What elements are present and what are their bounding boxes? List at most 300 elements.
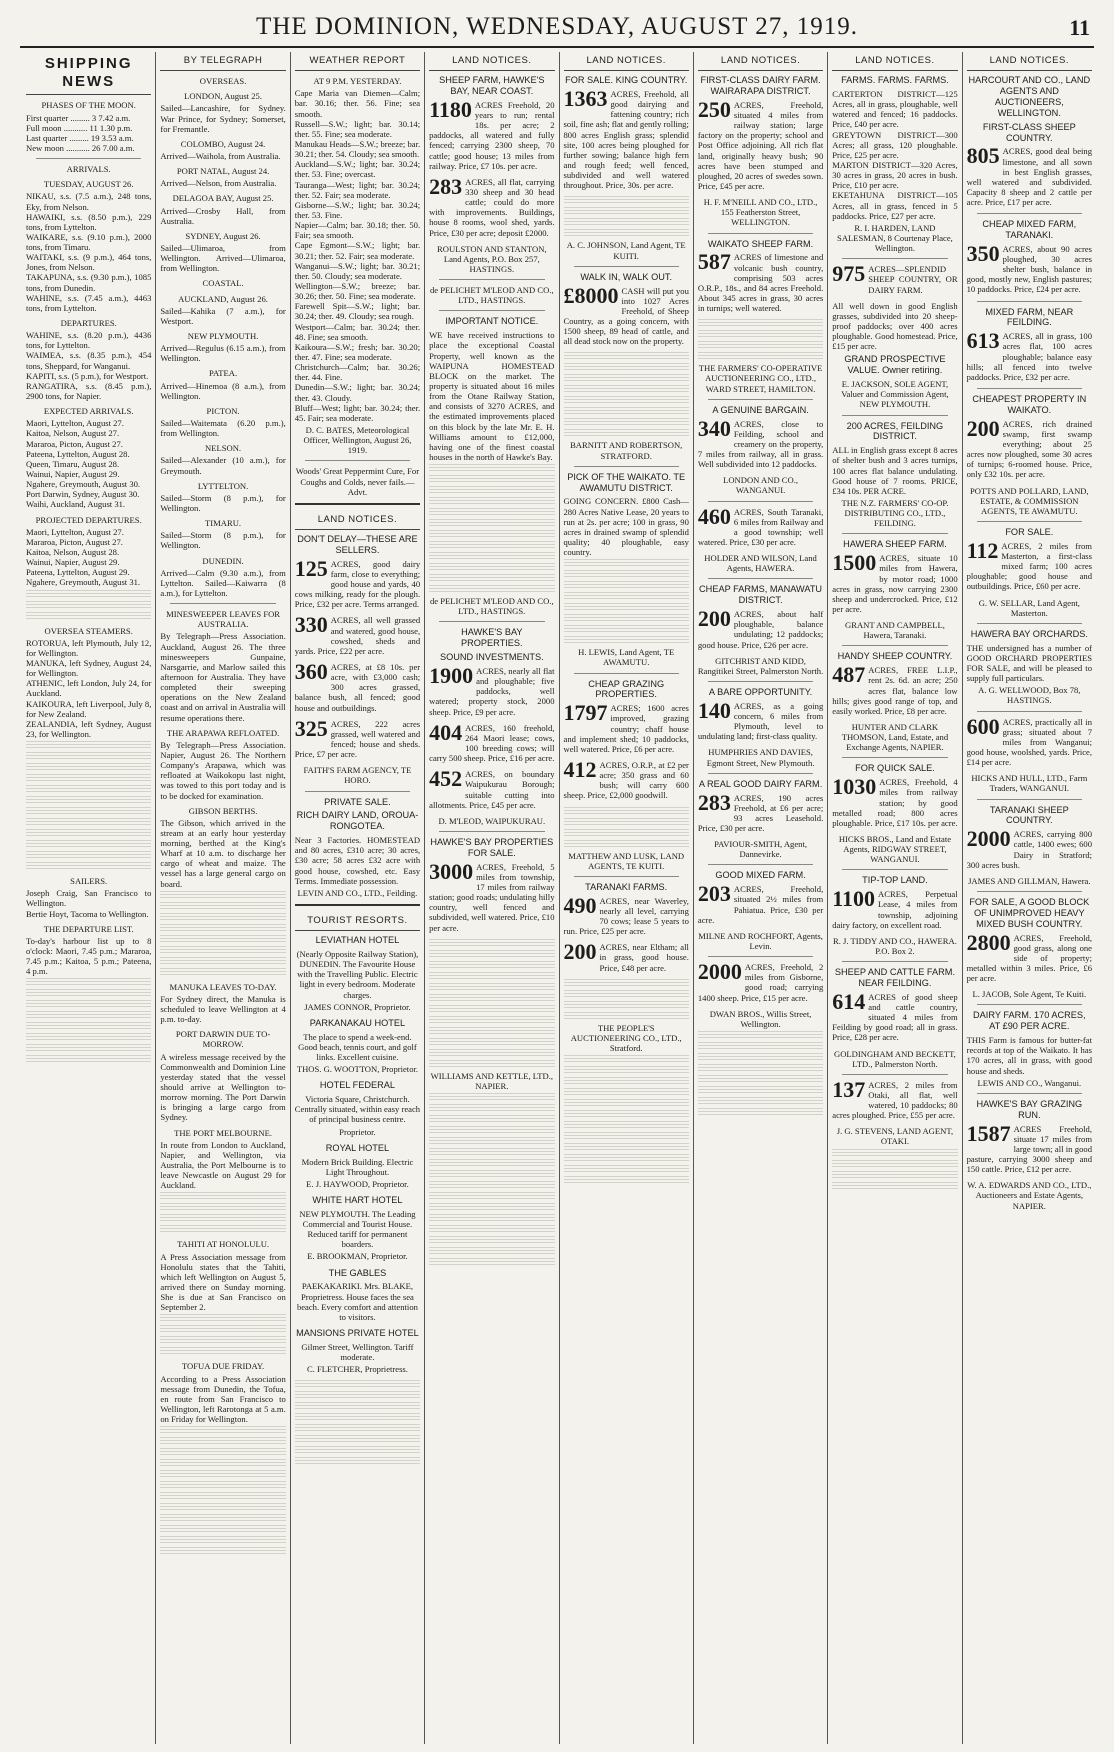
acreage-lead: 2800 [966, 929, 1011, 955]
acreage-lead: 1100 [832, 886, 876, 912]
ad-listing [832, 988, 958, 1043]
ad-signature: GITCHRIST AND KIDD, Rangitikei Street, Palmerston North. [697, 655, 824, 676]
weather-report: Auckland—S.W.; light; bar. 30.24; ther. 53. Fine; overcast. [294, 159, 421, 180]
ad-text: THIS Farm is famous for butter-fat records at top of the Waikato. It has 170 acres, all in grass, with good house and sheds. [966, 1035, 1092, 1076]
coastal-place: DUNEDIN. [202, 555, 244, 566]
acreage-lead: 460 [697, 503, 731, 529]
ad-title: MIXED FARM, NEAR FEILDING. [985, 306, 1074, 328]
ad-listing [832, 774, 958, 828]
ad-text: ACRES, close to Feilding, school and creamery on the property, 7 miles from railway, all in grass. Well subdivided into 12 paddocks. [697, 418, 824, 470]
ad-listing [966, 929, 1092, 984]
hotel-ad [295, 1143, 420, 1189]
column-shipping-news [22, 52, 156, 1744]
acreage-lead: 283 [697, 789, 731, 815]
weather-report: Russell—S.W.; light; bar. 30.14; ther. 55. Fine; sea moderate. [294, 118, 421, 139]
ad-title: PICK OF THE WAIKATO. TE AWAMUTU DISTRICT. [567, 471, 686, 493]
hotel-text: NEW PLYMOUTH. The Leading Commercial and Tourist House. Reduced tariff for permanent boarders. [299, 1208, 416, 1250]
story-title: TOFUA DUE FRIDAY. [181, 1361, 265, 1372]
departure-entry: RANGATIRA, s.s. (8.45 p.m.), 2900 tons, for Napier. [26, 380, 152, 402]
projected-departures-title: PROJECTED DEPARTURES. [35, 514, 142, 525]
ad-title: CHEAP MIXED FARM, TARANAKI. [982, 219, 1077, 241]
ad-title: WALK IN, WALK OUT. [580, 271, 673, 282]
ad-listing [429, 719, 555, 764]
land-notices-heading: LAND NOTICES. [832, 52, 957, 71]
ad-signature: L. JACOB, Sole Agent, Te Kuiti. [972, 989, 1087, 1000]
acreage-lead: 200 [563, 939, 597, 965]
coastal-item: Sailed—Storm (8 p.m.), for Wellington. [160, 492, 286, 513]
ad-title: A BARE OPPORTUNITY. [708, 686, 813, 697]
ad-signature: H. F. M'NEILL AND CO., LTD., 155 Featherston Street, WELLINGTON. [703, 197, 818, 228]
ad-signature: GRANT AND CAMPBELL, Hawera, Taranaki. [845, 620, 945, 641]
weather-report: Gisborne—S.W.; light; bar. 30.24; ther. 53. Fine. [294, 199, 421, 221]
hotel-ad [295, 1328, 420, 1374]
story-title: THE PORT MELBOURNE. [174, 1127, 273, 1138]
land-notices-heading: LAND NOTICES. [698, 52, 823, 71]
ad-text: Near 3 Factories. HOMESTEAD and 80 acres, £310 acre; 30 acres, £30 acre; 58 acres £32 acre with good house, cowshed, etc. Easy Terms. Immediate possession. [294, 835, 421, 886]
acreage-lead: 600 [966, 713, 1000, 739]
sailer-entry: Joseph Craig, San Francisco to Wellington. [26, 888, 152, 909]
ad-text: ACRES Freehold, 20 years to run; rental 18s. per acre; 2 paddocks, all watered and fully fenced; carrying 2300 sheep, 70 cattle; good house; 13 miles from railway. Price, £7 10s. per acre. [429, 99, 555, 171]
hotel-proprietor: JAMES CONNOR, Proprietor. [304, 1001, 411, 1012]
weather-report: Kaikoura—S.W.; fresh; bar. 30.20; ther. 47. Fine; sea moderate. [294, 341, 421, 362]
ad-title: TARANAKI FARMS. [585, 881, 668, 892]
column-land-notices-3 [560, 52, 694, 1744]
acreage-lead: 1500 [832, 550, 877, 576]
oversea-steamers-title: OVERSEA STEAMERS. [44, 625, 133, 636]
expected-arrival-entry: Queen, Timaru, August 28. [26, 458, 120, 469]
hotel-text: PAEKAKARIKI. Mrs. BLAKE, Proprietress. House faces the sea beach. Every comfort and attention to visitors. [296, 1281, 418, 1322]
ad-listing [563, 86, 689, 191]
ad-listing [832, 550, 958, 614]
ad-text: ACRES, O.R.P., at £2 per acre; 350 grass and 60 bush; will carry 600 sheep. Price, £2,000 goodwill. [563, 760, 689, 801]
expected-arrival-entry: Kaitoa, Nelson, August 27. [26, 428, 120, 439]
story-text: By Telegraph—Press Association. Auckland, August 26. The three minesweepers Gunpaine, Narsgarrie, and Marlow sailed this afternoon for Australia. They have completed their sweeping operations on the New Zealand coast and on arrival in Australia will resume operations there. [160, 631, 286, 723]
ad-signature: LONDON AND CO., WANGANUI. [723, 475, 799, 496]
ad-text: ACRES, 160 freehold, 264 Maori lease; cows, 100 breeding cows; will carry 500 sheep. Price, £16 per acre. [429, 722, 555, 764]
ad-signature: de PELICHET M'LEOD AND CO., LTD., HASTINGS. [430, 596, 554, 617]
ad-text: ACRES, 190 acres Freehold, at £6 per acre; 93 acres Leasehold. Price, £30 per acre. [697, 792, 824, 833]
coastal-item: Arrived—Regulus (6.15 a.m.), from Wellington. [160, 343, 286, 364]
ad-signature: POTTS AND POLLARD, LAND, ESTATE, & COMMISSION AGENTS, TE AWAMUTU. [969, 485, 1089, 516]
coastal-place: NEW PLYMOUTH. [187, 331, 259, 342]
weather-report: Manukau Heads—S.W.; breeze; bar. 30.21; ther. 54. Cloudy; sea smooth. [294, 139, 421, 160]
acreage-lead: 340 [697, 415, 731, 441]
hotel-ad [295, 935, 420, 1012]
acreage-lead: 200 [697, 606, 731, 632]
moon-phase-line: New moon ........... 26 7.00 a.m. [26, 142, 135, 153]
ad-title: TARANAKI SHEEP COUNTRY. [989, 804, 1069, 826]
moon-phases-list [26, 113, 151, 154]
telegraph-place: DELAGOA BAY, August 25. [172, 193, 274, 204]
ad-listing [966, 143, 1092, 208]
ad-signature: LEVIN AND CO., LTD., Feilding. [297, 887, 418, 898]
ad-listing [294, 659, 421, 713]
acreage-lead: 1797 [563, 700, 608, 726]
ad-listing [966, 415, 1092, 480]
coastal-place: TIMARU. [205, 518, 242, 529]
projected-departure-entry: Wainui, Napier, August 29. [26, 557, 120, 568]
ad-text: ACRES, 2 miles from Otaki, all flat, well watered, 10 paddocks; 80 acres ploughed. Price, £55 per acre. [832, 1079, 958, 1121]
peppermint-cure-ad: Woods' Great Peppermint Cure, For Coughs and Colds, never fails.—Advt. [295, 466, 420, 497]
weather-report: Dunedin—S.W.; light; bar. 30.24; ther. 43. Cloudy. [294, 382, 421, 403]
ad-title: FIRST-CLASS DAIRY FARM. WAIRARAPA DISTRICT. [700, 75, 821, 97]
ad-title: HAWERA SHEEP FARM. [843, 539, 947, 550]
projected-departure-entry: Kaitoa, Nelson, August 28. [26, 547, 120, 557]
ad-title: A GENUINE BARGAIN. [712, 404, 809, 415]
acreage-lead: 452 [429, 766, 463, 792]
ad-signature: A. G. WELLWOOD, Box 78, HASTINGS. [978, 685, 1081, 706]
ad-text: ACRES, practically all in grass; situated about 7 miles from Wanganui; good house, woolshed, yards. Price, £14 per acre. [966, 716, 1092, 768]
ad-listing [966, 826, 1092, 870]
projected-departure-entry: Maori, Lyttelton, August 27. [26, 526, 124, 537]
ad-signature: J. G. STEVENS, LAND AGENT, OTAKI. [836, 1126, 954, 1147]
ad-text: THE undersigned has a number of GOOD ORCHARD PROPERTIES FOR SALE, and will be pleased to supply full particulars. [966, 642, 1092, 684]
ad-signature: G. W. SELLAR, Land Agent, Masterton. [978, 597, 1080, 618]
ad-signature: H. LEWIS, Land Agent, TE AWAMUTU. [578, 647, 675, 668]
masthead-title: THE DOMINION, WEDNESDAY, AUGUST 27, 1919. [256, 13, 858, 40]
shipping-news-heading: SHIPPING NEWS [26, 52, 151, 95]
ad-listing [563, 282, 689, 347]
ad-listing [697, 503, 824, 548]
ad-listing [697, 959, 824, 1003]
ad-title: HAWKE'S BAY GRAZING RUN. [976, 1098, 1083, 1120]
hotel-name: ROYAL HOTEL [325, 1142, 390, 1153]
ad-text: ACRES; 1600 acres improved, grazing country; chaff house and implement shed; 10 paddocks, well watered. Price, £6 per acre. [563, 703, 689, 754]
acreage-lead: 3000 [429, 858, 474, 884]
ad-listing [294, 715, 421, 760]
hotel-text: (Nearly Opposite Railway Station), DUNEDIN. The Favourite House with the Travelling Public. Electric light in every bedroom. Moderate charges. [296, 949, 419, 1000]
ad-listing [697, 96, 824, 192]
ad-text: EKETAHUNA DISTRICT—105 Acres, all in grass, fenced in 5 paddocks. Price, £27 per acre. [832, 190, 958, 221]
story-title: MINESWEEPER LEAVES FOR AUSTRALIA. [166, 609, 281, 630]
weather-report: Wanganui—S.W.; light; bar. 30.21; ther. 50. Cloudy; sea moderate. [294, 260, 421, 281]
land-notices-heading: LAND NOTICES. [295, 511, 420, 530]
oversea-steamer-entry: KAIKOURA, left Liverpool, July 8, for New Zealand. [26, 698, 152, 719]
hotel-ad [295, 1018, 420, 1074]
acreage-lead: 360 [294, 659, 328, 685]
ad-text: ACRES, all in grass, 100 acres flat, 100 acres ploughable; balance easy hills; all fenced into twelve paddocks. Price, £32 per acre. [966, 331, 1092, 382]
ad-title: PRIVATE SALE. [324, 796, 391, 807]
ad-text: ACRES, South Taranaki, 6 miles from Railway and a good township; well watered. Price, £30 per acre. [697, 506, 824, 547]
weather-report: Christchurch—Calm; bar. 30.26; ther. 44. Fine. [294, 362, 421, 383]
ad-title: HAWERA BAY ORCHARDS. [970, 628, 1088, 639]
ad-signature: de PELICHET M'LEOD AND CO., LTD., HASTINGS. [430, 285, 554, 306]
ad-listing [832, 662, 958, 716]
ad-subtitle: SOUND INVESTMENTS. [440, 652, 544, 663]
weather-report: Napier—Calm; bar. 30.18; ther. 50. Fair; sea smooth. [294, 220, 421, 241]
acreage-lead: 2000 [966, 826, 1011, 852]
ad-listing [832, 1076, 958, 1121]
story-text: A Press Association message from Honolulu states that the Tahiti, which left Wellington on August 5, arrived there on Sunday morning. She is due at San Francisco on September 2. [160, 1251, 286, 1313]
ad-title: SHEEP AND CATTLE FARM. NEAR FEILDING. [834, 967, 956, 988]
ad-text: ACRES, carrying 800 cattle, 1400 ewes; 600 Dairy in Stratford; 300 acres bush. [966, 829, 1092, 870]
hotel-proprietor: E. J. HAYWOOD, Proprietor. [306, 1178, 409, 1189]
weather-heading: WEATHER REPORT [295, 52, 420, 71]
hotel-proprietor: Proprietor. [339, 1126, 376, 1137]
ad-text: ACRES, at £8 10s. per acre, with £3,000 cash; 300 acres grassed, balance bush, all fenced; good house and outbuildings. [294, 662, 421, 713]
ad-listing [966, 1120, 1092, 1175]
ad-listing [429, 766, 555, 810]
telegraph-place: SYDNEY, August 26. [185, 230, 261, 241]
ad-title: FARMS. FARMS. FARMS. [841, 75, 949, 86]
ad-listing [697, 881, 824, 925]
oversea-steamer-entry: ATHENIC, left London, July 24, for Auckland. [26, 678, 152, 699]
hotel-proprietor: E. BROOKMAN, Proprietor. [307, 1251, 408, 1262]
departure-entry: KAPITI, s.s. (5 p.m.), for Westport. [26, 370, 149, 381]
ad-title: CHEAPEST PROPERTY IN WAIKATO. [972, 394, 1087, 415]
hotel-name: LEVIATHAN HOTEL [315, 935, 400, 946]
ad-text: ACRES, Freehold, 2 miles from Gisborne, good road; carrying 1400 sheep. Price, £15 per acre. [697, 962, 824, 1003]
acreage-lead: 805 [966, 143, 1000, 169]
arrival-entry: NIKAU, s.s. (7.5 a.m.), 248 tons, Eky, from Nelson. [26, 191, 152, 212]
ad-title: DAIRY FARM. 170 ACRES, AT £90 PER ACRE. [973, 1010, 1086, 1032]
ad-text: ACRES, Perpetual Lease, 4 miles from township, adjoining dairy factory, on excellent road. [832, 889, 958, 930]
expected-arrival-entry: Pateena, Lyttelton, August 28. [26, 448, 130, 459]
ad-signature: GOLDINGHAM AND BECKETT, LTD., Palmerston North. [834, 1048, 956, 1069]
ad-text: ACRES, on boundary Waipukurau Borough; suitable cutting into allotments. Price, £45 per acre. [429, 769, 555, 810]
expected-arrival-entry: Mararoa, Picton, August 27. [26, 438, 123, 449]
coastal-place: PATEA. [209, 368, 238, 379]
page-number: 11 [1069, 15, 1090, 40]
expected-arrivals-title: EXPECTED ARRIVALS. [43, 406, 134, 417]
ad-title: HANDY SHEEP COUNTRY. [837, 651, 953, 662]
ad-signature: PAVIOUR-SMITH, Agent, Dannevirke. [714, 839, 807, 860]
coastal-item: Sailed—Alexander (10 a.m.), for Greymouth. [160, 455, 286, 476]
ad-signature: D. M'LEOD, WAIPUKURAU. [438, 815, 546, 826]
ad-listing [429, 663, 555, 717]
weather-report: Bluff—West; light; bar. 30.24; ther. 45. Fair; sea moderate. [294, 402, 421, 423]
column-land-notices-2 [425, 52, 559, 1744]
hotel-name: MANSIONS PRIVATE HOTEL [296, 1328, 419, 1338]
departure-entry: WAHINE, s.s. (8.20 p.m.), 4436 tons, for Lyttelton. [26, 330, 152, 351]
hotel-text: The place to spend a week-end. Good beach, tennis court, and golf links. Excellent cuisine. [298, 1031, 417, 1063]
ad-listing [832, 261, 958, 295]
story-text: For Sydney direct, the Manuka is scheduled to leave Wellington at 4 p.m. to-day. [160, 993, 286, 1025]
acreage-lead: 404 [429, 719, 463, 745]
expected-arrival-entry: Waihi, Auckland, August 31. [26, 499, 126, 510]
ad-title: DON'T DELAY—THESE ARE SELLERS. [297, 534, 418, 555]
land-notices-heading: LAND NOTICES. [429, 52, 554, 71]
ad-title: CHEAP FARMS, MANAWATU DISTRICT. [699, 584, 823, 606]
story-title: GIBSON BERTHS. [188, 805, 258, 816]
ad-text: WE have received instructions to place the exceptional Coastal Property, well known as the WAIPUNA HOMESTEAD BLOCK on the market. The property is situated about 16 miles from the Otane Railway Station, and consists of 3270 ACRES, and the estimated improvements placed on this block by the late Mr. E. H. Williams amount to £12,000, having one of the finest coastal houses in the north of Hawke's Bay. [429, 330, 555, 462]
story-title: MANUKA LEAVES TO-DAY. [169, 981, 277, 992]
arrivals-title: ARRIVALS. [66, 164, 111, 175]
ad-listing [563, 939, 689, 973]
weather-report: Farewell Spit—S.W.; light; bar. 30.24; ther. 49. Cloudy; sea rough. [294, 301, 421, 322]
ad-listing [563, 700, 689, 754]
ad-listing [563, 892, 689, 937]
hotel-ad [295, 1268, 420, 1322]
ad-listing [429, 858, 555, 933]
hotel-text: Victoria Square, Christchurch. Centrally situated, within easy reach of principal business centre. [294, 1094, 421, 1125]
ad-text: ACRES, good dairy farm, close to everything; good house and yards, 40 cows milking, ready for the plough. Price, £32 per acre. Terms arranged. [294, 558, 421, 610]
ad-listing [697, 249, 824, 314]
sailer-entry: Bertie Hoyt, Tacoma to Wellington. [26, 908, 149, 919]
sailers-title: SAILERS. [70, 876, 108, 887]
ad-title: HAWKE'S BAY PROPERTIES. [461, 627, 523, 649]
hotel-proprietor: THOS. G. WOOTTON, Proprietor. [296, 1064, 419, 1075]
ad-title: FOR SALE. KING COUNTRY. [565, 75, 688, 86]
expected-arrival-entry: Port Darwin, Sydney, August 30. [26, 489, 140, 500]
acreage-lead: 587 [697, 249, 731, 275]
ad-signature: THE PEOPLE'S AUCTIONEERING CO., LTD., Stratford. [570, 1022, 682, 1053]
coastal-item: Sailed—Storm (8 p.m.), for Wellington. [160, 530, 286, 551]
oversea-steamer-entry: MANUKA, left Sydney, August 24, for Wellington. [26, 657, 152, 679]
acreage-lead: 412 [563, 757, 597, 782]
land-notices-heading: LAND NOTICES. [564, 52, 689, 71]
ad-text: ALL in English grass except 8 acres of shelter bush and 3 acres turnips, 100 acres flat balance undulating. Good house of 7 rooms. PRICE, £34 10s. PER ACRE. [832, 445, 958, 496]
ad-text: ACRES, Freehold, situated 2½ miles from Pahiatua. Price, £30 per acre. [697, 884, 824, 925]
acreage-lead: 975 [832, 261, 866, 287]
ad-text: GOING CONCERN. £800 Cash—280 Acres Native Lease, 20 years to run at 2s. per acre; 100 in grass, 90 acres in drained swamp of splendid quality; 40 ploughable, easy country. [563, 496, 689, 558]
arrival-entry: TAKAPUNA, s.s. (9.30 p.m.), 1085 tons, from Dunedin. [26, 272, 152, 293]
ad-text: ACRES, about half ploughable, balance undulating; 12 paddocks; good house. Price, £26 per acre. [697, 609, 824, 650]
ad-signature: HUMPHRIES AND DAVIES, Egmont Street, New Plymouth. [706, 747, 815, 768]
ad-subtitle: GRAND PROSPECTIVE VALUE. Owner retiring. [844, 354, 946, 376]
telegraph-item: Sailed—Ulimaroa, from Wellington. Arrived—Ulimaroa, from Wellington. [160, 243, 286, 274]
telegraph-overseas-title: OVERSEAS. [199, 76, 247, 87]
story-title: THE ARAPAWA REFLOATED. [166, 727, 280, 738]
telegraph-place: PORT NATAL, August 24. [176, 166, 270, 177]
ad-listing [429, 173, 555, 238]
ad-text: CASH will put you into 1027 Acres Freehold, of Sheep Country, as a going concern, with 1500 sheep, 89 head of cattle, and all dead stock now on the property. [563, 285, 689, 347]
telegraph-place: COLOMBO, August 24. [180, 138, 266, 149]
ad-signature: W. A. EDWARDS AND CO., LTD., Auctioneers and Estate Agents, NAPIER. [967, 1180, 1092, 1211]
story-text: According to a Press Association message from Dunedin, the Tofua, en route from San Francisco to Wellington, left Rarotonga at 5 a.m. on Friday for Wellington. [160, 1373, 286, 1425]
ad-listing [966, 328, 1092, 382]
column-land-notices-6 [963, 52, 1096, 1744]
telegraph-item: Arrived—Nelson, from Australia. [160, 178, 277, 189]
ad-text: CARTERTON DISTRICT—125 Acres, all in grass, ploughable, well watered and fenced; 16 paddocks. Price, £40 per acre. [832, 89, 958, 130]
ad-title: FOR QUICK SALE. [855, 763, 935, 774]
acreage-lead: 614 [832, 988, 866, 1014]
tourist-resorts-heading: TOURIST RESORTS. [295, 912, 420, 931]
ad-signature: DWAN BROS., Willis Street, Wellington. [709, 1008, 812, 1029]
ad-text: ACRES Freehold, situate 17 miles from large town; all in good pasture, carrying 3000 sheep and 150 cattle. Price, £12 per acre. [966, 1123, 1092, 1175]
ad-signature: R. I. HARDEN, LAND SALESMAN, 8 Courtenay Place, Wellington. [837, 222, 953, 254]
ad-text: ACRES of good sheep and cattle country, situated 4 miles from Feilding by good road; all in grass. Price, £28 per acre. [832, 991, 958, 1043]
ad-text: GREYTOWN DISTRICT—300 Acres; all grass, 120 ploughable. Price, £25 per acre. [832, 129, 958, 160]
moon-phase-line: Full moon ........... 11 1.30 p.m. [26, 122, 133, 133]
ad-signature: A. C. JOHNSON, Land Agent, TE KUITI. [566, 240, 686, 261]
price-lead: £8000 [563, 282, 619, 308]
story-text: The Gibson, which arrived in the stream at an early hour yesterday morning, berthed at the King's Wharf at 10 a.m. to discharge her cargo of wheat and maize. The vessel has a large general cargo on board. [160, 817, 286, 889]
ad-text: ACRES, 2 miles from Masterton, a first-class mixed farm; 100 acres ploughable; good house and outbuildings. Price, £60 per acre. [966, 540, 1092, 592]
column-weather-land [291, 52, 425, 1744]
ad-signature: FAITH'S FARM AGENCY, TE HORO. [303, 765, 412, 786]
ad-title: IMPORTANT NOTICE. [445, 316, 539, 327]
weather-sign: D. C. BATES, Meteorological Officer, Wellington, August 26, 1919. [303, 424, 412, 456]
ad-text: ACRES, as a going concern, 6 miles from Plymouth, level to undulating land; first-class quality. [697, 700, 824, 742]
coastal-item: Sailed—Waitemata (6.20 p.m.), from Wellington. [160, 418, 286, 439]
ad-signature: R. J. TIDDY AND CO., HAWERA. P.O. Box 2. [832, 935, 957, 956]
telegraph-item: Sailed—Lancashire, for Sydney. War Prince, for Sydney; Somerset, for Fremantle. [160, 103, 286, 134]
expected-arrival-entry: Maori, Lyttelton, August 27. [26, 418, 124, 429]
ad-signature: HICKS AND HULL, LTD., Farm Traders, WANGANUI. [971, 773, 1088, 794]
telegraph-place: LONDON, August 25. [184, 91, 262, 102]
acreage-lead: 250 [697, 96, 731, 122]
hotel-text: Modern Brick Building. Electric Light Throughout. [301, 1156, 414, 1177]
ad-title: FOR SALE. [1005, 527, 1054, 538]
story-text: By Telegraph—Press Association. Napier, August 26. The Northern Company's Arapawa, which was refloated at Waikokopu last night, was towed to this port today and is to be docked for examination. [160, 739, 286, 801]
coastal-item: Arrived—Hinemoa (8 a.m.), from Wellington. [160, 380, 286, 401]
acreage-lead: 613 [966, 328, 1000, 354]
projected-departure-entry: Ngahere, Greymouth, August 31. [26, 577, 141, 588]
ad-signature: BARNITT AND ROBERTSON, STRATFORD. [570, 440, 683, 461]
acreage-lead: 125 [294, 555, 328, 581]
hotel-ad [295, 1080, 420, 1136]
masthead [20, 6, 1094, 48]
acreage-lead: 112 [966, 537, 999, 563]
moon-phase-line: First quarter ......... 3 7.42 a.m. [26, 112, 131, 123]
departure-entry: WAIMEA, s.s. (8.35 p.m.), 454 tons, Sheppard, for Wanganui. [26, 350, 152, 371]
ad-listing [832, 886, 958, 930]
column-telegraph [156, 52, 290, 1744]
expected-arrival-entry: Wainui, Napier, August 29. [26, 469, 120, 480]
acreage-lead: 1587 [966, 1120, 1011, 1146]
ad-text: ACRES, situate 10 miles from Hawera, by motor road; 1000 acres in grass, now carrying 2300 sheep and undercrocked. Price, £12 per acre. [832, 553, 958, 614]
ad-text: ACRES, Freehold, good grass, along one side of property; metalled within 3 miles. Price, £6 per acre. [966, 932, 1092, 984]
coastal-item: Arrived—Calm (9.30 a.m.), from Lyttelton. Sailed—Kaiwarra (8 a.m.), for Lyttelton. [160, 567, 286, 598]
ad-title: WAIKATO SHEEP FARM. [707, 238, 814, 249]
ad-listing [966, 713, 1092, 768]
ad-signature: HOLDER AND WILSON, Land Agents, HAWERA. [704, 553, 817, 574]
acreage-lead: 283 [429, 173, 463, 199]
ad-title: A REAL GOOD DAIRY FARM. [698, 778, 823, 789]
hotel-name: THE GABLES [328, 1267, 387, 1278]
weather-report: Cape Maria van Diemen—Calm; bar. 30.16; ther. 56. Fine; sea smooth. [294, 88, 421, 119]
ad-text: All well down in good English grasses, subdivided into 20 sheep-proof paddocks; over 400 acres ploughable. Good homestead. Price, £15 per acre. [832, 300, 958, 352]
acreage-lead: 203 [697, 881, 731, 907]
ad-title: FOR SALE, A GOOD BLOCK OF UNIMPROVED HEAVY MIXED BUSH COUNTRY. [969, 896, 1090, 929]
ad-signature: THE N.Z. FARMERS' CO-OP. DISTRIBUTING CO., LTD., FEILDING. [841, 498, 949, 529]
land-notices-heading: LAND NOTICES. [967, 52, 1092, 71]
hotel-name: PARKANAKAU HOTEL [309, 1017, 406, 1028]
column-grid [22, 52, 1096, 1744]
ad-text: ACRES, good deal being limestone, and all sown in best English grasses, well watered and subdivided. Capacity 8 sheep and 2 cattle per acre. Price, £17 per acre. [966, 146, 1092, 208]
telegraph-item: Arrived—Waihola, from Australia. [160, 151, 281, 162]
acreage-lead: 137 [832, 1076, 866, 1102]
ad-text: ACRES, all well grassed and watered, good house, cowshed, sheds and yards. Price, £22 per acre. [294, 615, 421, 656]
story-title: PORT DARWIN DUE TO-MORROW. [175, 1029, 271, 1050]
column-land-notices-5 [828, 52, 962, 1744]
coastal-item: Sailed—Kahika (7 a.m.), for Westport. [160, 305, 286, 326]
ad-title: CHEAP GRAZING PROPERTIES. [588, 678, 665, 700]
ad-signature: MATTHEW AND LUSK, LAND AGENTS, TE KUITI. [568, 850, 685, 871]
weather-report: Westport—Calm; bar. 30.24; ther. 48. Fine; sea smooth. [294, 321, 421, 342]
ad-listing [697, 789, 824, 834]
coastal-title: COASTAL. [202, 278, 244, 289]
ad-subtitle: FIRST-CLASS SHEEP COUNTRY. [982, 121, 1076, 143]
ad-signature: ROULSTON AND STANTON, Land Agents, P.O. Box 257, HASTINGS. [437, 243, 547, 275]
hotel-ad [295, 1195, 420, 1262]
ad-signature: HUNTER AND CLARK THOMSON, Land, Estate, and Exchange Agents, NAPIER. [841, 721, 949, 753]
arrival-entry: WAIKARE, s.s. (9.10 p.m.), 2000 tons, from Timaru. [26, 231, 152, 253]
departures-title: DEPARTURES. [60, 318, 117, 329]
ad-text: MARTON DISTRICT—320 Acres, 30 acres in grass, 20 acres in bush. Price, £10 per acre. [832, 160, 958, 191]
coastal-place: AUCKLAND, August 26. [178, 293, 268, 304]
ad-listing [966, 240, 1092, 295]
ad-signature: WILLIAMS AND KETTLE, LTD., NAPIER. [430, 1070, 553, 1091]
story-title: TAHITI AT HONOLULU. [177, 1239, 270, 1250]
ad-title: GOOD MIXED FARM. [715, 870, 806, 881]
ad-text: ACRES, 222 acres grassed, well watered and fenced; house and sheds. Price, £7 per acre. [294, 718, 421, 760]
departure-list-title: THE DEPARTURE LIST. [43, 923, 134, 934]
acreage-lead: 487 [832, 662, 866, 688]
ad-signature: THE FARMERS' CO-OPERATIVE AUCTIONEERING CO., LTD., WARD STREET, HAMILTON. [698, 363, 823, 394]
ad-title: HAWKE'S BAY PROPERTIES FOR SALE. [430, 836, 554, 858]
